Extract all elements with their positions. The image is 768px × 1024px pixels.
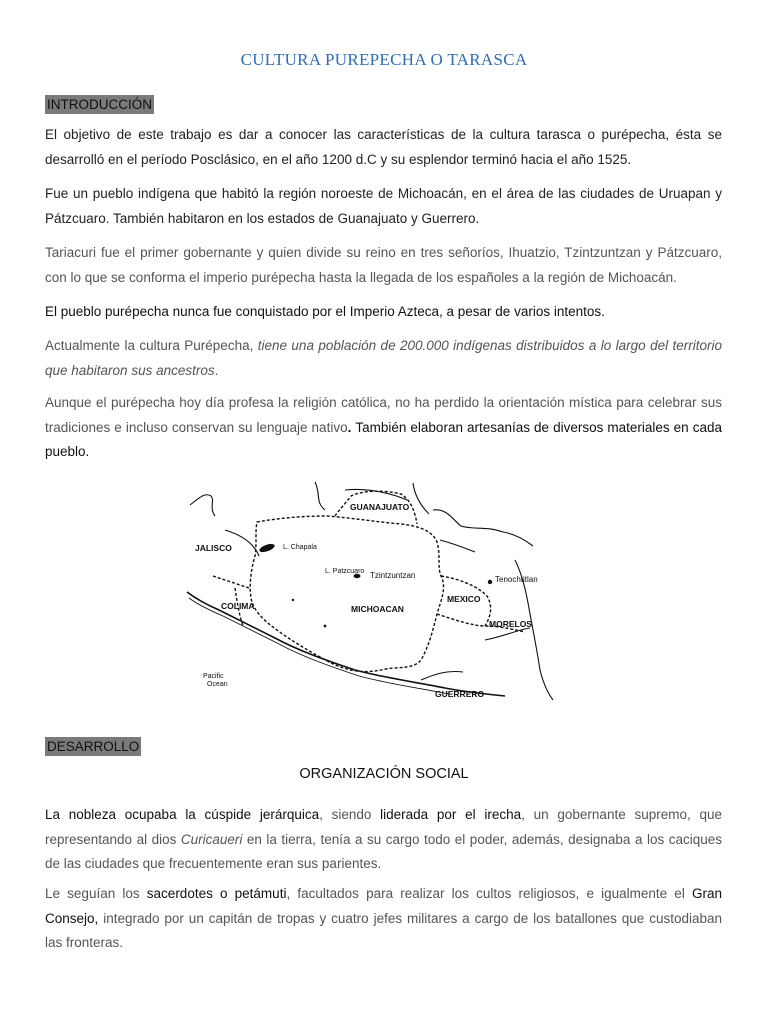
intro-paragraph-5 xyxy=(45,334,722,383)
map-label-colima: COLIMA xyxy=(221,601,255,611)
map-drawing xyxy=(185,480,560,705)
desarrollo-p2-sacerdotes: sacerdotes o petámuti xyxy=(146,886,287,901)
map-label-guanajuato: GUANAJUATO xyxy=(350,502,410,512)
intro-paragraph-6-lead: Aunque el purépecha hoy día profesa la religión católica, no ha perdido la orientación mística para celebrar sus tradiciones e incluso conservan su lenguaje nativo xyxy=(45,395,722,435)
map-label-chapala: L. Chapala xyxy=(283,544,317,551)
map-label-jalisco: JALISCO xyxy=(195,543,232,553)
intro-paragraph-5-lead: Actualmente la cultura Purépecha, xyxy=(45,338,258,353)
map-label-guerrero: GUERRERO xyxy=(435,689,485,699)
section-heading-organizacion-social: ORGANIZACIÓN SOCIAL xyxy=(299,766,469,782)
document-title: CULTURA PUREPECHA O TARASCA xyxy=(240,50,528,69)
desarrollo-p1-text-2: , un gobernante supremo, que representando al dios xyxy=(45,807,722,847)
intro-paragraph-5-end: . xyxy=(214,362,219,378)
intro-paragraph-3: Tariacuri fue el primer gobernante y quien divide su reino en tres señoríos, Ihuatzio, Tzintzuntzan y Pátzcuaro, con lo que se conforma el imperio purépecha hasta la llegada de los españoles a la región de Michoacán. xyxy=(45,245,722,285)
map-label-tzintzuntzan: Tzintzuntzan xyxy=(370,571,416,580)
intro-paragraph-2: Fue un pueblo indígena que habitó la región noroeste de Michoacán, en el área de las ciudades de Uruapan y Pátzcuaro. También habitaron en los estados de Guanajuato y Guerrero. xyxy=(45,186,722,226)
desarrollo-p1-irecha: liderada por el irecha xyxy=(380,807,522,822)
desarrollo-p2-text-1: Le seguían los xyxy=(45,886,147,901)
map-label-michoacan: MICHOACAN xyxy=(351,604,404,614)
section-label-desarrollo: DESARROLLO xyxy=(47,739,140,754)
map-label-mexico: MEXICO xyxy=(447,594,481,604)
desarrollo-p2-text-3: integrado por un capitán de tropas y cuatro jefes militares a cargo de los batallones que custodiaban las fronteras. xyxy=(45,910,722,950)
intro-paragraph-4: El pueblo purépecha nunca fue conquistado por el Imperio Azteca, a pesar de varios intentos. xyxy=(45,304,605,319)
map-label-pacific: Pacific xyxy=(203,673,224,680)
intro-paragraph-6-end: También elaboran artesanías de diversos materiales en cada pueblo. xyxy=(45,419,722,459)
map-label-patzcuaro: L. Patzcuaro xyxy=(325,568,365,575)
map-label-tenochtitlan: Tenochtitlan xyxy=(495,575,538,584)
desarrollo-p1-nobleza: La nobleza ocupaba la cúspide jerárquica xyxy=(45,807,320,822)
intro-paragraph-1: El objetivo de este trabajo es dar a conocer las características de la cultura tarasca o purépecha, ésta se desarrolló en el período Posclásico, en el año 1200 d.C y su esplendor terminó hacia el año 1525. xyxy=(45,127,722,167)
desarrollo-p2-text-2: , facultados para realizar los cultos religiosos, e igualmente el xyxy=(286,886,692,901)
intro-paragraph-6-dot: . xyxy=(347,419,356,435)
map-label-ocean: Ocean xyxy=(207,681,228,688)
desarrollo-paragraph-1 xyxy=(45,803,722,877)
desarrollo-p2-gran-consejo: Gran Consejo, xyxy=(45,886,722,926)
desarrollo-paragraph-2 xyxy=(45,882,722,956)
desarrollo-p1-curicaueri: Curicaueri xyxy=(180,831,243,847)
desarrollo-p1-text-1: , siendo xyxy=(319,807,381,822)
map-label-morelos: MORELOS xyxy=(489,619,532,629)
purepecha-region-map xyxy=(185,480,560,705)
intro-paragraph-5-italic: tiene una población de 200.000 indígenas distribuidos a lo largo del territorio que habitaron sus ancestros xyxy=(45,338,723,378)
desarrollo-p1-text-3: en la tierra, tenía a su cargo todo el poder, además, designaba a los caciques de las ciudades que frecuentemente eran sus parientes. xyxy=(45,831,722,871)
section-label-introduccion: INTRODUCCIÓN xyxy=(47,97,152,112)
intro-paragraph-6 xyxy=(45,391,722,465)
